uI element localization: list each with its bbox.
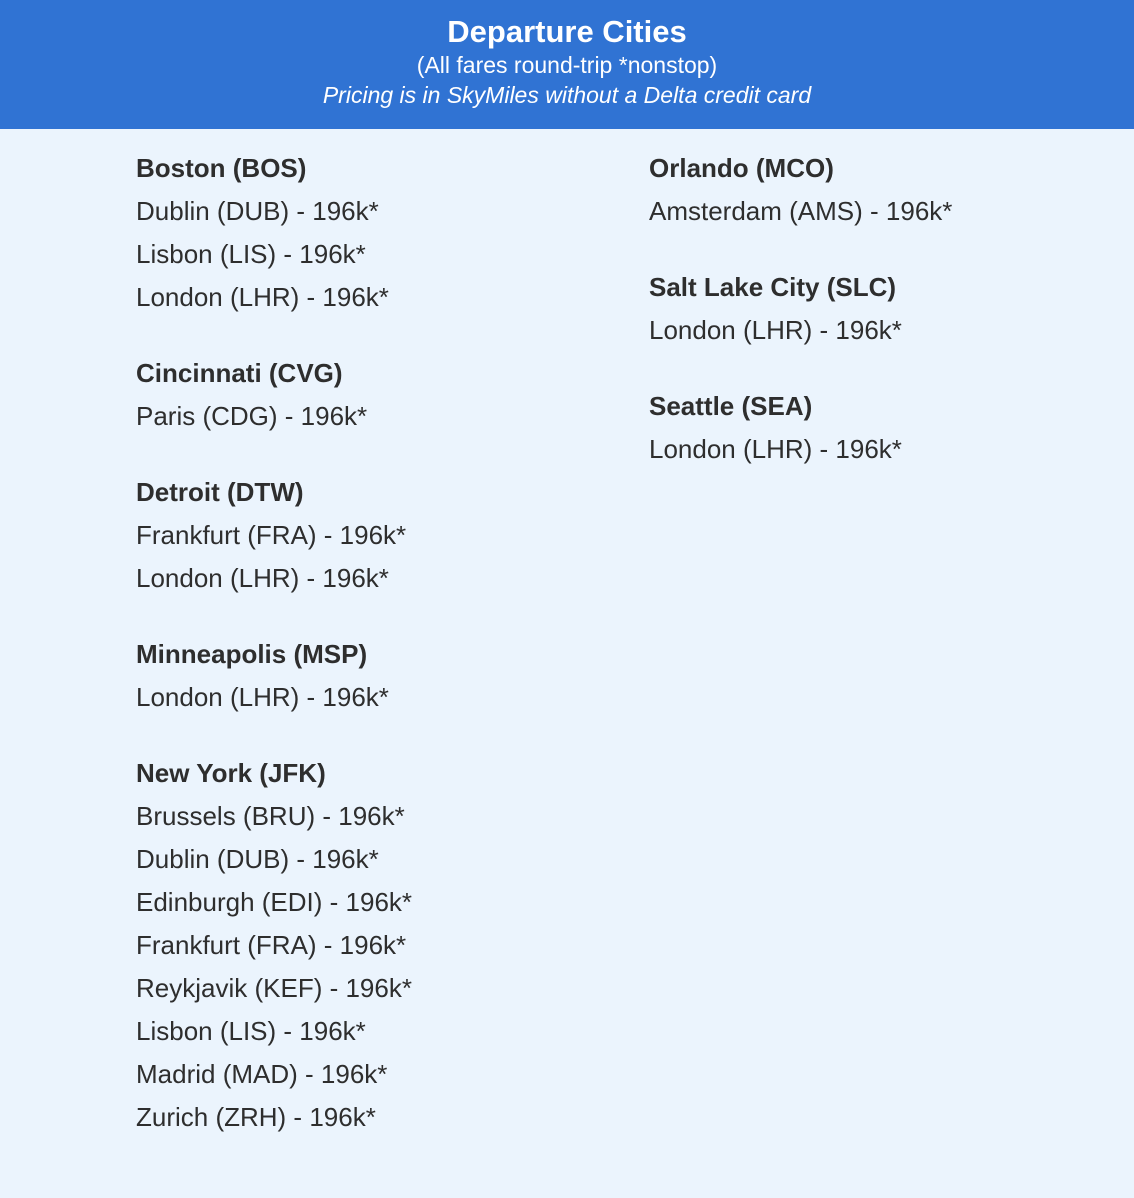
departure-city-heading: Cincinnati (CVG): [136, 358, 343, 388]
departure-group-cincinnati-cvg: [136, 356, 412, 433]
header-banner: [0, 0, 1134, 129]
route-item: Frankfurt (FRA) - 196k*: [136, 520, 407, 550]
route-item: London (LHR) - 196k*: [136, 563, 389, 593]
route-item: London (LHR) - 196k*: [649, 434, 902, 464]
departure-city-heading: Minneapolis (MSP): [136, 639, 368, 669]
departure-group-salt-lake-city-slc: [649, 270, 952, 347]
departure-city-heading: New York (JFK): [136, 758, 326, 788]
pricing-note: Pricing is in SkyMiles without a Delta credit card: [322, 82, 812, 108]
route-item: Dublin (DUB) - 196k*: [136, 844, 379, 874]
departure-city-heading: Boston (BOS): [136, 153, 307, 183]
route-item: Lisbon (LIS) - 196k*: [136, 1016, 366, 1046]
page-subtitle: (All fares round-trip *nonstop): [416, 52, 718, 78]
departure-city-heading: Seattle (SEA): [649, 391, 813, 421]
page-title: Departure Cities: [447, 14, 687, 49]
departure-group-boston-bos: [136, 151, 412, 314]
right-column: [649, 151, 952, 508]
departure-group-detroit-dtw: [136, 475, 412, 595]
content-area: [0, 129, 1134, 1198]
route-item: London (LHR) - 196k*: [649, 315, 902, 345]
route-item: Frankfurt (FRA) - 196k*: [136, 930, 407, 960]
route-item: Brussels (BRU) - 196k*: [136, 801, 405, 831]
route-item: Amsterdam (AMS) - 196k*: [649, 196, 953, 226]
departure-city-heading: Detroit (DTW): [136, 477, 304, 507]
departure-group-orlando-mco: [649, 151, 952, 228]
route-item: Dublin (DUB) - 196k*: [136, 196, 379, 226]
route-item: Reykjavik (KEF) - 196k*: [136, 973, 412, 1003]
route-item: Madrid (MAD) - 196k*: [136, 1059, 388, 1089]
route-item: London (LHR) - 196k*: [136, 282, 389, 312]
departure-city-heading: Orlando (MCO): [649, 153, 834, 183]
departure-group-seattle-sea: [649, 389, 952, 466]
route-item: Zurich (ZRH) - 196k*: [136, 1102, 376, 1132]
departure-group-minneapolis-msp: [136, 637, 412, 714]
route-item: Paris (CDG) - 196k*: [136, 401, 368, 431]
route-item: Edinburgh (EDI) - 196k*: [136, 887, 413, 917]
left-column: [136, 151, 412, 1176]
departure-group-new-york-jfk: [136, 756, 412, 1134]
route-item: Lisbon (LIS) - 196k*: [136, 239, 366, 269]
departure-city-heading: Salt Lake City (SLC): [649, 272, 897, 302]
route-item: London (LHR) - 196k*: [136, 682, 389, 712]
